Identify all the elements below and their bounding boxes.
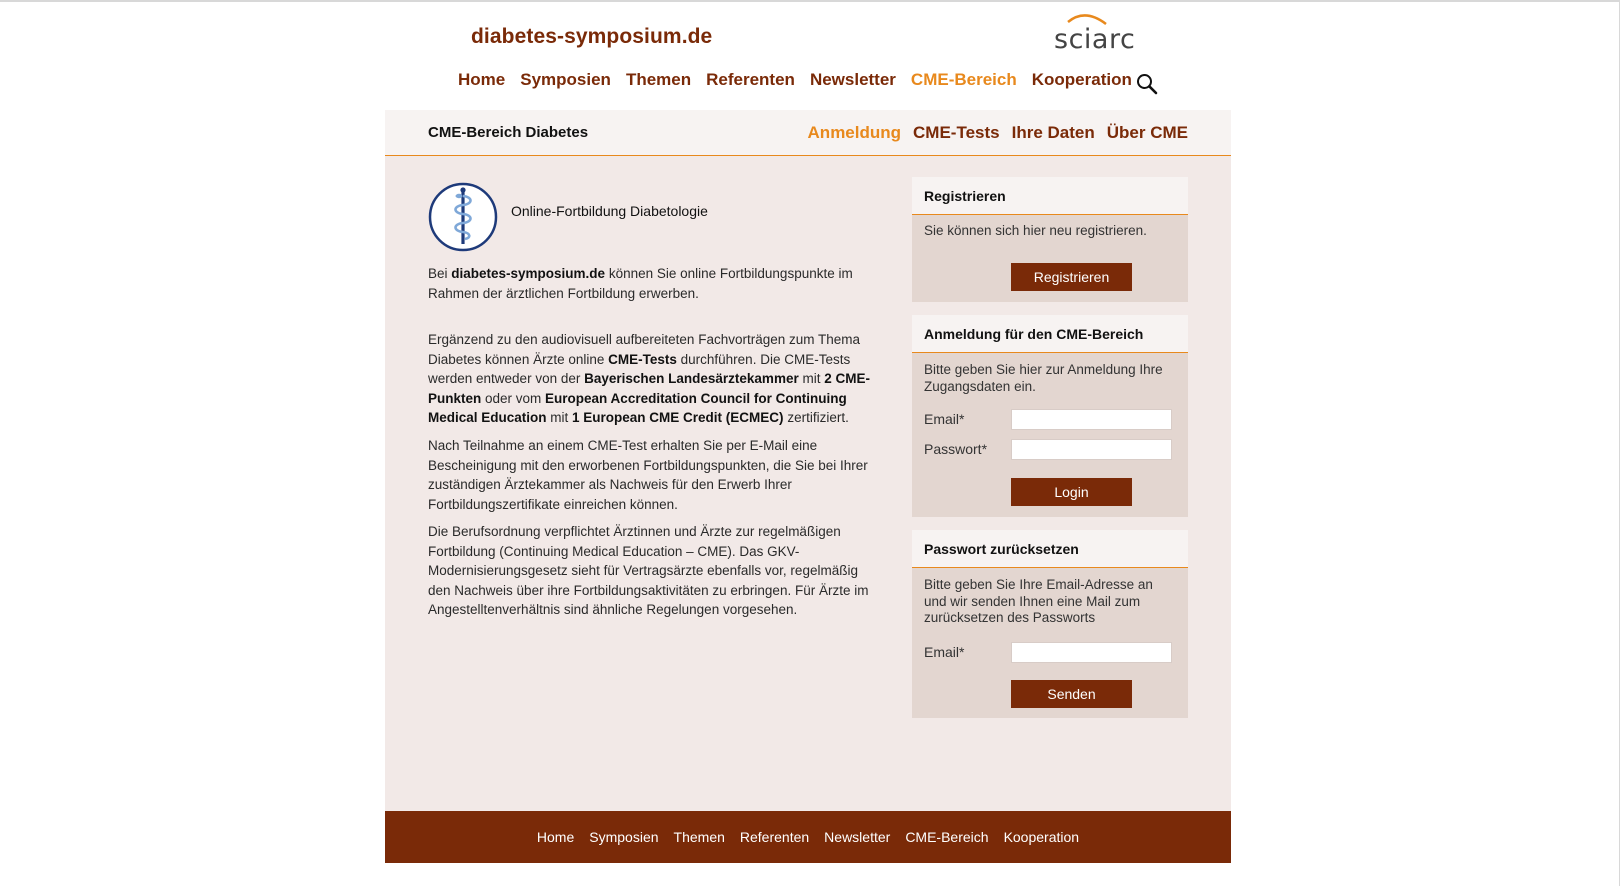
main-nav-referenten[interactable]: Referenten [706, 70, 795, 89]
intro-paragraph-3: Nach Teilnahme an einem CME-Test erhalten Sie per E-Mail eine Bescheinigung mit den erworbenen Fortbildungspunkten, die Sie bei Ihrer zuständigen Ärztekammer als Nachweis für den Erwerb Ihrer Fortbildungszertifikate einreichen können. [428, 438, 868, 512]
footer-nav-symposien[interactable]: Symposien [589, 829, 659, 845]
main-nav-newsletter[interactable]: Newsletter [809, 70, 896, 89]
main-nav-home[interactable]: Home [458, 70, 506, 89]
reset-email-input[interactable] [1011, 642, 1172, 663]
login-password-input[interactable] [1011, 439, 1172, 460]
login-password-label: Passwort* [924, 441, 988, 457]
register-box-title: Registrieren [912, 177, 1188, 215]
cme-section-title: CME-Bereich Diabetes [428, 124, 589, 141]
reset-box-text: Bitte geben Sie Ihre Email-Adresse an und wir senden Ihnen eine Mail zum zurücksetzen des Passworts [924, 577, 1153, 625]
intro-paragraph-4: Die Berufsordnung verpflichtet Ärztinnen und Ärzte zur regelmäßigen Fortbildung (Continuing Medical Education – CME). Das GKV-Modernisierungsgesetz sieht für Vertragsärzte ebenfalls vor, regelmäßig den Nachweis über ihre Fortbildungsaktivitäten zu erbringen. Für Ärzte im Angestelltenverhältnis sind ähnliche Regelungen vorgesehen. [428, 524, 869, 617]
main-nav-cme-bereich[interactable]: CME-Bereich [910, 70, 1017, 89]
reset-box-title: Passwort zurücksetzen [912, 530, 1188, 568]
sciarc-logo[interactable] [1050, 10, 1165, 55]
cme-sub-nav [808, 123, 1188, 143]
login-box-title: Anmeldung für den CME-Bereich [912, 315, 1188, 353]
top-border [0, 0, 1620, 2]
footer-nav-newsletter[interactable]: Newsletter [824, 829, 891, 845]
search-icon[interactable] [1136, 73, 1158, 95]
register-box [912, 177, 1188, 302]
rod-of-asclepius-icon [428, 182, 498, 252]
footer-nav-referenten[interactable]: Referenten [739, 829, 810, 845]
intro-paragraph-1: Bei diabetes-symposium.de können Sie online Fortbildungspunkte im Rahmen der ärztlichen Fortbildung erwerben. [428, 266, 853, 301]
content-container [385, 110, 1231, 812]
sub-nav-ueber-cme[interactable]: Über CME [1106, 123, 1188, 142]
login-email-label: Email* [924, 411, 965, 427]
cme-subheader [385, 110, 1231, 156]
register-box-text: Sie können sich hier neu registrieren. [924, 223, 1147, 238]
sub-nav-anmeldung[interactable]: Anmeldung [807, 123, 902, 142]
main-nav-themen[interactable]: Themen [625, 70, 692, 89]
send-button[interactable]: Senden [1011, 680, 1132, 708]
login-box [912, 315, 1188, 517]
register-button[interactable]: Registrieren [1011, 263, 1132, 291]
login-button[interactable]: Login [1011, 478, 1132, 506]
emblem-label: Online-Fortbildung Diabetologie [511, 203, 708, 219]
footer-nav-themen[interactable]: Themen [673, 829, 725, 845]
login-email-input[interactable] [1011, 409, 1172, 430]
main-nav-symposien[interactable]: Symposien [520, 70, 611, 89]
footer-nav-kooperation[interactable]: Kooperation [1003, 829, 1080, 845]
password-reset-box [912, 530, 1188, 718]
footer-nav-home[interactable]: Home [536, 829, 575, 845]
reset-email-label: Email* [924, 644, 965, 660]
intro-paragraph-2: Ergänzend zu den audiovisuell aufbereiteten Fachvorträgen zum Thema Diabetes können Ärzte online CME-Tests durchführen. Die CME-Tests werden entweder von der Bayerischen Landesärztekammer mit 2 CME-Punkten oder vom European Accreditation Council for Continuing Medical Education mit 1 European CME Credit (ECMEC) zertifiziert. [428, 332, 870, 425]
sub-nav-cme-tests[interactable]: CME-Tests [913, 123, 1000, 142]
main-nav [458, 70, 1132, 94]
footer-nav-cme-bereich[interactable]: CME-Bereich [905, 829, 989, 845]
logo-text: sciarc [1054, 24, 1136, 55]
footer-nav [385, 811, 1231, 863]
login-box-text: Bitte geben Sie hier zur Anmeldung Ihre Zugangsdaten ein. [924, 362, 1163, 394]
site-title[interactable]: diabetes-symposium.de [471, 25, 713, 48]
sub-nav-ihre-daten[interactable]: Ihre Daten [1011, 123, 1095, 142]
main-nav-kooperation[interactable]: Kooperation [1031, 70, 1132, 89]
